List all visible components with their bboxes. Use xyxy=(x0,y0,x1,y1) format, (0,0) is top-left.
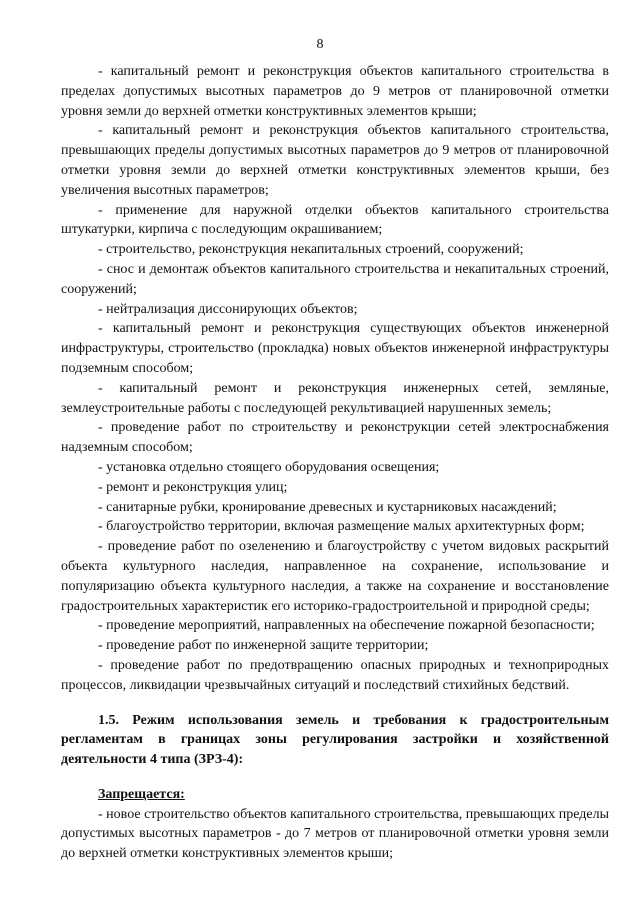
page-content xyxy=(61,62,609,864)
list-item: - проведение работ по инженерной защите территории; xyxy=(98,638,429,654)
list-item: - капитальный ремонт и реконструкция объектов капитального строительства, превышающих пределы допустимых высотных параметров до 9 метров от планировочной отметки уровня земли до верхней отметки конструктивных элементов крыши, без увеличения высотных параметров; xyxy=(61,123,609,198)
list-item: - проведение мероприятий, направленных на обеспечение пожарной безопасности; xyxy=(98,618,595,634)
list-item: - установка отдельно стоящего оборудования освещения; xyxy=(98,459,440,475)
list-item: - капитальный ремонт и реконструкция объектов капитального строительства в пределах допустимых высотных параметров до 9 метров от планировочной отметки уровня земли до верхней отметки конструктивных элементов крыши; xyxy=(61,64,609,119)
page-number: 8 xyxy=(316,37,324,52)
list-item: - капитальный ремонт и реконструкция существующих объектов инженерной инфраструктуры, строительство (прокладка) новых объектов инженерной инфраструктуры подземным способом; xyxy=(61,321,609,376)
list-item: - благоустройство территории, включая размещение малых архитектурных форм; xyxy=(98,519,585,535)
list-item: - проведение работ по предотвращению опасных природных и техноприродных процессов, ликвидации чрезвычайных ситуаций и последствий стихийных бедствий. xyxy=(61,657,609,693)
list-item: - проведение работ по озеленению и благоустройству с учетом видовых раскрытий объекта культурного наследия, направленное на сохранение, использование и популяризацию объекта культурного наследия, а также на сохранение и восстановление градостроительных характеристик его историко-градостроительной и природной среды; xyxy=(61,539,609,614)
list-item: - капитальный ремонт и реконструкция инженерных сетей, земляные, землеустроительные работы с последующей рекультивацией нарушенных земель; xyxy=(61,380,609,416)
list-item: - нейтрализация диссонирующих объектов; xyxy=(98,301,358,317)
list-item: - проведение работ по строительству и реконструкции сетей электроснабжения надземным способом; xyxy=(61,420,609,456)
list-item: - строительство, реконструкция некапитальных строений, сооружений; xyxy=(98,242,524,258)
list-item: - ремонт и реконструкция улиц; xyxy=(98,479,288,495)
list-item: - применение для наружной отделки объектов капитального строительства штукатурки, кирпича с последующим окрашиванием; xyxy=(61,202,609,238)
list-item: - новое строительство объектов капитального строительства, превышающих пределы допустимых высотных параметров - до 7 метров от планировочной отметки уровня земли до верхней отметки конструктивных элементов крыши; xyxy=(61,806,609,862)
prohibited-label: Запрещается: xyxy=(98,786,185,802)
section-heading: 1.5. Режим использования земель и требования к градостроительным регламентам в границах зоны регулирования застройки и хозяйственной деятельности 4 типа (ЗРЗ-4): xyxy=(61,712,609,768)
list-item: - снос и демонтаж объектов капитального строительства и некапитальных строений, сооружений; xyxy=(61,261,609,297)
list-item: - санитарные рубки, кронирование древесных и кустарниковых насаждений; xyxy=(98,499,557,515)
